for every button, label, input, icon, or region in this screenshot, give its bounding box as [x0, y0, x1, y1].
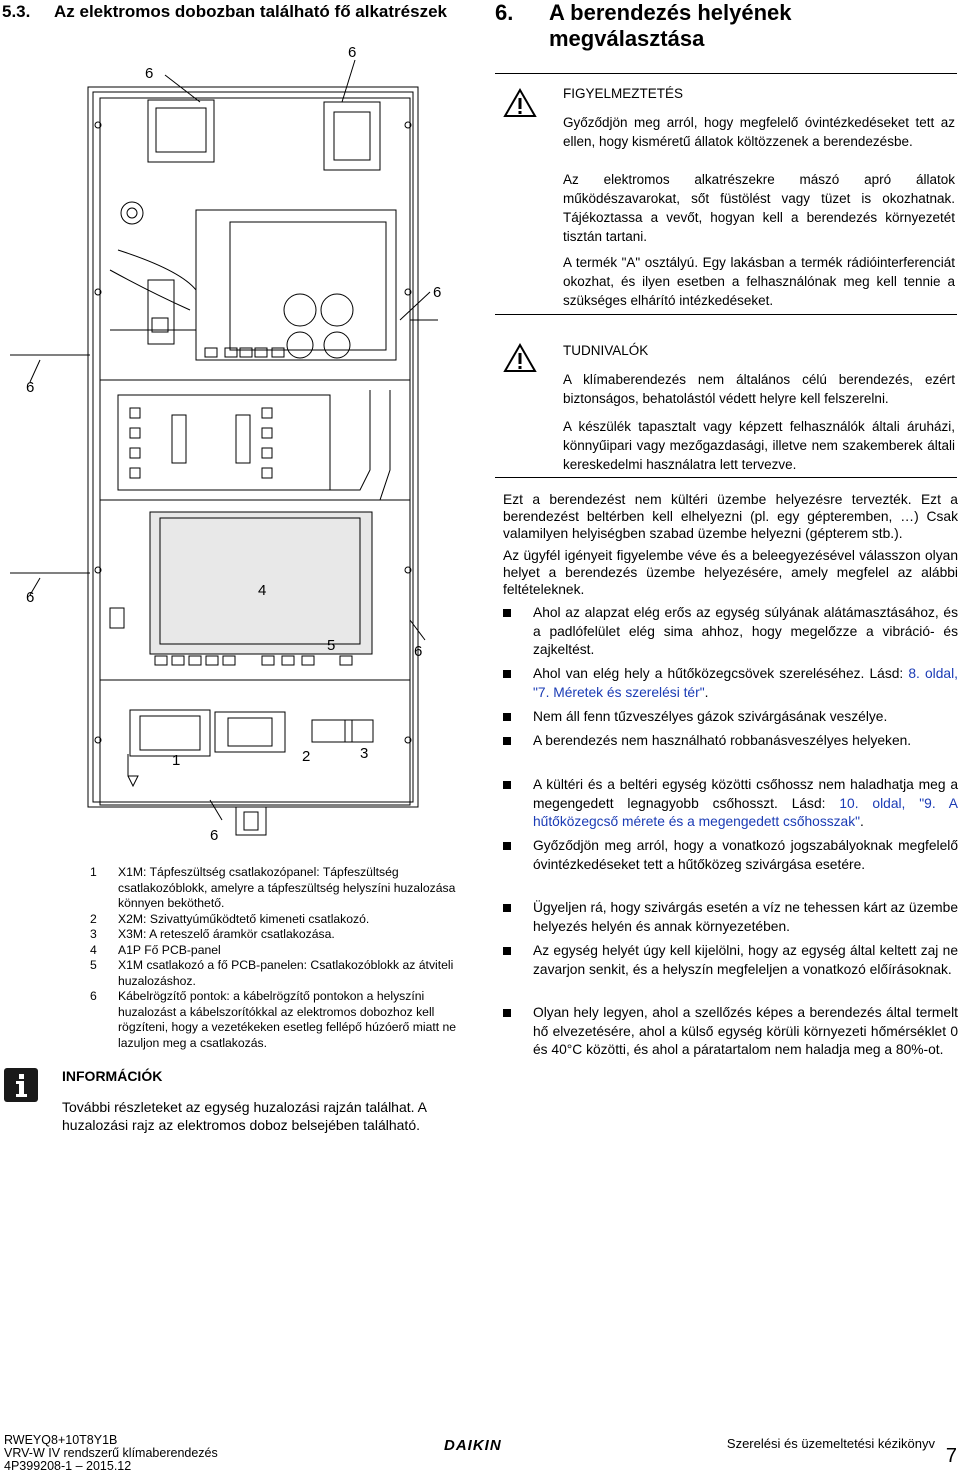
bullet-icon [503, 1009, 511, 1017]
legend-item: 3 X3M: A reteszelő áramkör csatlakozása. [90, 927, 335, 941]
bullet-icon [503, 609, 511, 617]
bullet-icon [503, 781, 511, 789]
document-code: 4P399208-1 – 2015.12 [4, 1459, 132, 1473]
list-item: Olyan hely legyen, ahol a szellőzés képes a berendezés által termelt hő elvezetésére, ahol a külső egység körüli környezeti hőmérséklet 0 és 40°C közötti, és ahol a páratartalom nem haladja meg a 80%-ot. [503, 1004, 958, 1060]
warning-title: FIGYELMEZTETÉS [563, 86, 684, 101]
notice-paragraph: A klímaberendezés nem általános célú berendezés, ezért biztonságos, behatolástól védett helyre kell felszerelni. [563, 372, 955, 406]
callout-4: 4 [258, 582, 267, 599]
section-number: 5.3. [2, 2, 31, 21]
list-item: Nem áll fenn tűzveszélyes gázok szivárgásának veszélye. [503, 708, 958, 727]
bullet-icon [503, 670, 511, 678]
callout-6: 6 [348, 44, 357, 61]
section-title: Az elektromos dobozban található fő alkatrészek [54, 2, 447, 21]
list-item: Az egység helyét úgy kell kijelölni, hogy az egység által keltett zaj ne zavarjon senkit, és a helyszín megfeleljen a vonatkozó előírásoknak. [503, 942, 958, 979]
caution-icon [503, 343, 537, 373]
callout-6: 6 [210, 827, 219, 844]
warning-icon [503, 88, 537, 118]
legend-item: 1 X1M: Tápfeszültség csatlakozópanel: Tápfeszültség csatlakozóblokk, amelyre a tápfeszültség helyszíni huzalozása könnyen beköthető. [90, 865, 456, 910]
list-item: A berendezés nem használható robbanásveszélyes helyeken. [503, 732, 958, 751]
bullet-icon [503, 947, 511, 955]
info-text: További részleteket az egység huzalozási rajzán találhat. A huzalozási rajz az elektromos doboz belsejében található. [62, 1099, 427, 1133]
notice-title: TUDNIVALÓK [563, 343, 649, 358]
callout-2: 2 [302, 748, 311, 765]
list-item: Győződjön meg arról, hogy a vonatkozó jogszabályoknak megfelelő óvintézkedéseket tett a hűtőközeg szivárgása esetére. [503, 837, 958, 874]
info-icon [4, 1068, 38, 1102]
section-number: 6. [495, 0, 514, 25]
callout-3: 3 [360, 745, 369, 762]
bullet-icon [503, 904, 511, 912]
legend-item: 5 X1M csatlakozó a fő PCB-panelen: Csatlakozóblokk az átviteli huzalozáshoz. [90, 958, 454, 988]
bullet-icon [503, 737, 511, 745]
list-item: A kültéri és a beltéri egység közötti csőhossz nem haladhatja meg a megengedett legnagyobb csőhosszt. Lásd: 10. oldal, "9. A hűtőközegcső mérete és a megengedett csőhosszak". [503, 776, 958, 832]
section-title-line-1: A berendezés helyének [549, 0, 792, 25]
info-label: INFORMÁCIÓK [62, 1068, 163, 1084]
divider [495, 314, 957, 315]
list-item: Ügyeljen rá, hogy szivárgás esetén a víz ne tehessen kárt az üzembe helyezés helyén és annak környezetében. [503, 899, 958, 936]
daikin-logo: DAIKIN [444, 1437, 502, 1454]
page-number: 7 [945, 1445, 957, 1467]
manual-title: Szerelési és üzemeltetési kézikönyv [726, 1436, 935, 1451]
body-paragraph: Az ügyfél igényeit figyelembe véve és a beleegyezésével válasszon olyan helyet a berendezés üzembe helyezésére, amely megfelel az alábbi feltételeknek. [503, 548, 958, 597]
warning-paragraph: Az elektromos alkatrészekre mászó apró állatok működészavarokat, sőt füstölést vagy tüzet is okozhatnak. Tájékoztassa a vevőt, hogyan kell a berendezés környezetét tisztán tartani. [563, 172, 955, 244]
callout-5: 5 [327, 637, 336, 654]
cross-reference-link[interactable]: 10. oldal, "9. A hűtőközegcső mérete és a megengedett csőhosszak" [533, 795, 958, 829]
bullet-icon [503, 713, 511, 721]
legend-item: 4 A1P Fő PCB-panel [90, 942, 221, 957]
callout-6: 6 [414, 643, 423, 660]
section-title-line-2: megválasztása [549, 26, 705, 51]
warning-paragraph: Győződjön meg arról, hogy megfelelő óvintézkedéseket tett az ellen, hogy kisméretű állatok költözzenek a berendezésbe. [563, 115, 955, 149]
notice-paragraph: A készülék tapasztalt vagy képzett felhasználók általi áruházi, könnyűipari vagy mezőgazdasági, illetve nem szakemberek általi kereskedelmi használatra lett tervezve. [563, 419, 955, 472]
legend-list [90, 865, 460, 1051]
warning-paragraph: A termék "A" osztályú. Egy lakásban a termék rádióinterferenciát okozhat, és ilyen esetben a felhasználónak meg kell tennie a szükséges elhárító intézkedéseket. [563, 255, 955, 308]
model-code: RWEYQ8+10T8Y1B [4, 1433, 118, 1447]
divider [495, 477, 957, 478]
callout-6: 6 [26, 379, 35, 396]
callout-1: 1 [172, 752, 181, 769]
section-heading-5-3 [2, 2, 447, 22]
switch-box-diagram [0, 30, 470, 860]
bullet-icon [503, 842, 511, 850]
legend-item: 6 Kábelrögzítő pontok: a kábelrögzítő pontokon a helyszíni huzalozást a kábelszorítókkal az elektromos dobozhoz kell rögzíteni, hogy a vezetékeken esetleg fellépő húzóerő miatt ne lazuljon meg a csatlakozás. [90, 989, 457, 1050]
callout-6: 6 [145, 65, 154, 82]
list-item: Ahol van elég hely a hűtőközegcsövek szereléséhez. Lásd: 8. oldal, "7. Méretek és szerelési tér". [503, 665, 958, 702]
legend-item: 2 X2M: Szivattyúműködtető kimeneti csatlakozó. [90, 911, 370, 926]
callout-6: 6 [433, 284, 442, 301]
callout-6: 6 [26, 589, 35, 606]
list-item: Ahol az alapzat elég erős az egység súlyának alátámasztásához, és a padlófelület elég sima ahhoz, hogy megelőzze a vibráció- és zajkeltést. [503, 604, 958, 660]
body-paragraph: Ezt a berendezést nem kültéri üzembe helyezésre tervezték. Ezt a berendezést beltérben kell elhelyezni (pl. egy gépteremben, …) Csak valamilyen helyiségben szabad üzembe helyezni (gépterem stb.). [503, 492, 958, 541]
product-name: VRV-W IV rendszerű klímaberendezés [4, 1446, 218, 1460]
divider [495, 73, 957, 74]
cross-reference-link[interactable]: 8. oldal, "7. Méretek és szerelési tér" [533, 666, 958, 700]
